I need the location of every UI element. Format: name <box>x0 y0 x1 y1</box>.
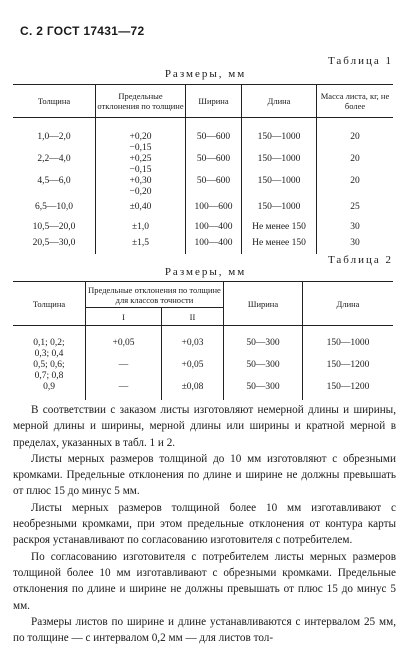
table-row <box>13 118 393 155</box>
table-cell: 150—1000 <box>242 176 317 202</box>
table-cell: 4,5—6,0 <box>37 176 71 186</box>
table2-header-width: Ширина <box>224 282 303 326</box>
table-row <box>13 382 393 400</box>
table-cell: 0,1; 0,2; 0,3; 0,4 <box>33 338 65 359</box>
table2-header-thickness: Толщина <box>13 282 86 326</box>
table-cell: +0,25 −0,15 <box>96 154 186 176</box>
table-cell: +0,05 <box>86 326 162 361</box>
table-cell: 30 <box>317 222 394 238</box>
table-cell: ±0,40 <box>96 202 186 222</box>
table-cell: +0,20 −0,15 <box>96 118 186 155</box>
table-cell: 6,5—10,0 <box>35 202 73 212</box>
paragraph: Листы мерных размеров толщиной до 10 мм изготовляют с обрезными кромками. Предельные отклонения по длине и ширине не должны превышать от плюс 15 до минус 5 мм. <box>13 452 396 498</box>
paragraph: Листы мерных размеров толщиной более 10 мм изготавливают с необрезными кромками, при этом предельные отклонения от контура карты раскроя устанавливают по согласованию изготовителя с потребителем. <box>13 501 396 547</box>
table-row <box>13 238 393 254</box>
table-cell: Не менее 150 <box>242 238 317 254</box>
table1-header: Длина <box>242 85 317 118</box>
table-cell: +0,03 <box>162 326 224 361</box>
table1-header: Масса листа, кг, не более <box>317 85 394 118</box>
table-cell: 150—1000 <box>303 326 394 361</box>
table-row <box>13 202 393 222</box>
table-cell: 1,0—2,0 <box>37 132 71 142</box>
table2-header-length: Длина <box>303 282 394 326</box>
table-cell: 20 <box>317 118 394 155</box>
table-cell: 20 <box>317 154 394 176</box>
table-cell: +0,05 <box>162 360 224 382</box>
table-cell: 10,5—20,0 <box>32 222 76 232</box>
table2-label: Таблица 2 <box>327 254 393 266</box>
paragraph: В соответствии с заказом листы изготовляют немерной длины и ширины, мерной длины и ширины, мерной длины или ширины и кратной мерной в пределах, указанных в табл. 1 и 2. <box>13 404 396 449</box>
table-cell: ±0,08 <box>162 382 224 400</box>
table1-header: Ширина <box>186 85 242 118</box>
table1-label: Таблица 1 <box>327 55 393 67</box>
table-cell: — <box>86 382 162 400</box>
table2-caption: Размеры, мм <box>164 266 247 278</box>
table-row <box>13 154 393 176</box>
table-cell: 2,2—4,0 <box>37 154 71 164</box>
paragraph: Размеры листов по ширине и длине устанавливаются с интервалом 25 мм, по толщине — с интервалом 0,2 мм — для листов тол- <box>13 615 396 645</box>
table1 <box>13 84 393 254</box>
table-row <box>13 360 393 382</box>
table-cell: 150—1200 <box>303 360 394 382</box>
table-cell: 50—300 <box>224 382 303 400</box>
table-cell: 150—1000 <box>242 118 317 155</box>
table-cell: 100—400 <box>186 222 242 238</box>
table-cell: 50—300 <box>224 326 303 361</box>
table-row <box>13 222 393 238</box>
table-cell: 30 <box>317 238 394 254</box>
table-cell: 20,5—30,0 <box>32 238 76 248</box>
table-cell: +0,30 −0,20 <box>96 176 186 202</box>
table-cell: 150—1200 <box>303 382 394 400</box>
page-header: С. 2 ГОСТ 17431—72 <box>20 24 145 38</box>
table-cell: ±1,5 <box>96 238 186 254</box>
table2 <box>13 281 393 400</box>
table1-header: Толщина <box>13 85 96 118</box>
table2-header-class1: I <box>86 308 162 326</box>
table-cell: 150—1000 <box>242 154 317 176</box>
table-cell: 100—600 <box>186 202 242 222</box>
table1-caption: Размеры, мм <box>164 68 247 80</box>
table2-header-class2: II <box>162 308 224 326</box>
table-cell: 100—400 <box>186 238 242 254</box>
table-cell: 0,9 <box>43 382 55 392</box>
table-cell: — <box>86 360 162 382</box>
table-cell: 50—600 <box>186 176 242 202</box>
table-cell: 50—600 <box>186 154 242 176</box>
table-row <box>13 176 393 202</box>
table-cell: 50—300 <box>224 360 303 382</box>
table-cell: 25 <box>317 202 394 222</box>
table-cell: ±1,0 <box>96 222 186 238</box>
table-cell: 150—1000 <box>242 202 317 222</box>
table-cell: 50—600 <box>186 118 242 155</box>
body-text <box>13 402 396 646</box>
paragraph: По согласованию изготовителя с потребителем листы мерных размеров толщиной более 10 мм изготавливают с обрезными кромками. Предельные отклонения по длине и ширине не должны превышать от плюс 15 до минус 5 мм. <box>13 550 396 612</box>
table-row <box>13 326 393 361</box>
table-cell: 20 <box>317 176 394 202</box>
table1-header: Предельные отклонения по толщине <box>96 85 186 118</box>
table-cell: Не менее 150 <box>242 222 317 238</box>
table-cell: 0,5; 0,6; 0,7; 0,8 <box>33 360 65 381</box>
table2-header-deviation: Предельные отклонения по толщине для классов точности <box>86 282 224 308</box>
